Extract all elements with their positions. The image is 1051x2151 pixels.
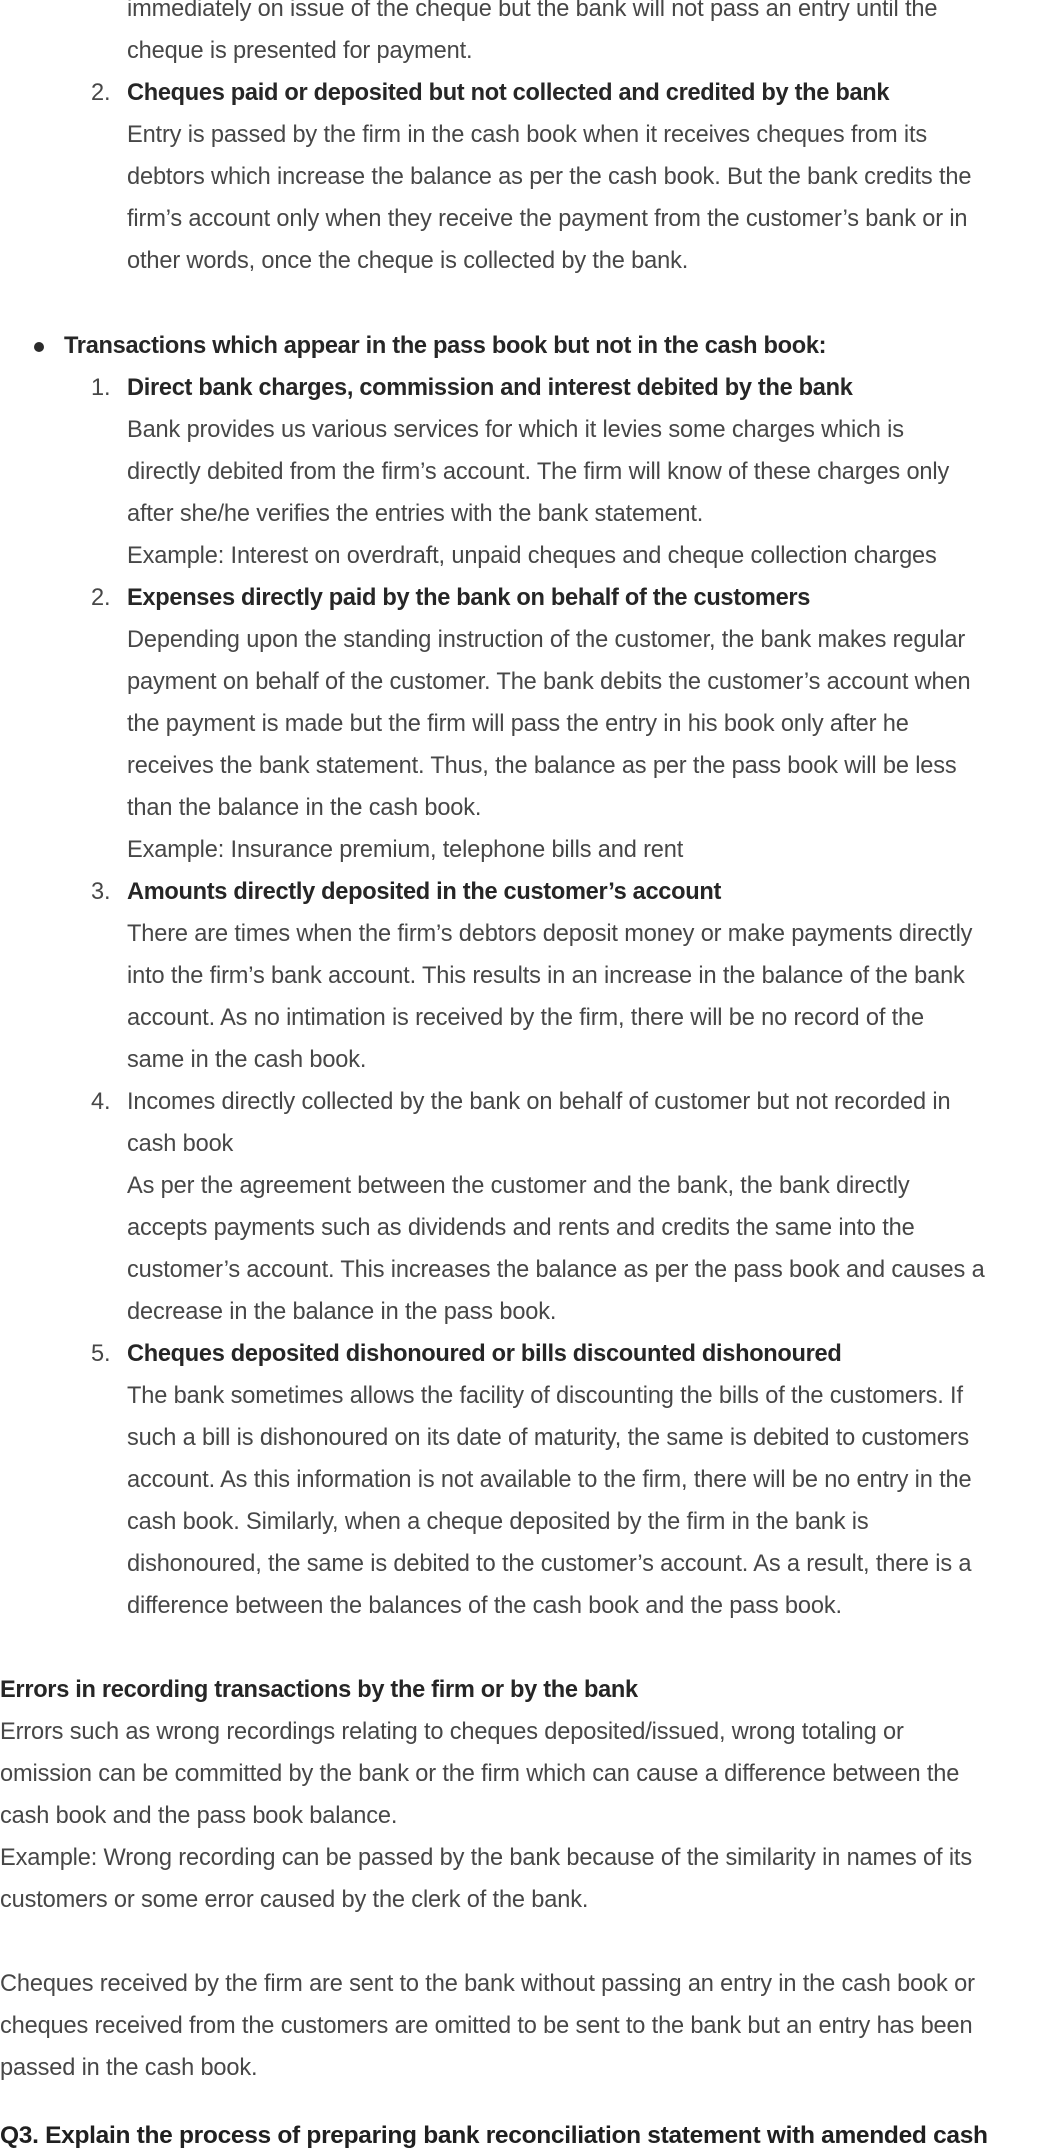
list-item-desc-line: Incomes directly collected by the bank on behalf of customer but not recorded in (127, 1089, 951, 1115)
list-item-desc-line: dishonoured, the same is debited to the customer’s account. As a result, there is a (127, 1551, 972, 1577)
list-item-desc-line: after she/he verifies the entries with the bank statement. (127, 501, 704, 527)
list-item-number: 1. (91, 375, 111, 401)
bullet-icon (34, 342, 44, 352)
list-item-number: 3. (91, 879, 111, 905)
list-item-desc-line: debtors which increase the balance as per the cash book. But the bank credits the (127, 164, 972, 190)
list-item-desc-line: Example: Interest on overdraft, unpaid cheques and cheque collection charges (127, 543, 937, 569)
list-item-desc-line: receives the bank statement. Thus, the balance as per the pass book will be less (127, 753, 957, 779)
list-item-desc-line: The bank sometimes allows the facility of discounting the bills of the customers. If (127, 1383, 963, 1409)
list-item-number: 5. (91, 1341, 111, 1367)
list-item-desc-line: difference between the balances of the cash book and the pass book. (127, 1593, 842, 1619)
list-item-desc-line: account. As no intimation is received by the firm, there will be no record of the (127, 1005, 924, 1031)
list-item-desc-line: than the balance in the cash book. (127, 795, 482, 821)
list-item-desc-line: directly debited from the firm’s account. The firm will know of these charges only (127, 459, 950, 485)
list-item-desc-line: Depending upon the standing instruction of the customer, the bank makes regular (127, 627, 966, 653)
list-item-desc-line: decrease in the balance in the pass book. (127, 1299, 557, 1325)
intro-desc-line: immediately on issue of the cheque but the bank will not pass an entry until the (127, 0, 938, 22)
list-item-title: Expenses directly paid by the bank on behalf of the customers (127, 585, 811, 611)
list-item-title: Cheques deposited dishonoured or bills discounted dishonoured (127, 1341, 842, 1367)
list-item-desc-line: Entry is passed by the firm in the cash book when it receives cheques from its (127, 122, 928, 148)
errors-para-line: cheques received from the customers are omitted to be sent to the bank but an entry has been (0, 2013, 973, 2039)
list-item-desc-line: As per the agreement between the customer and the bank, the bank directly (127, 1173, 910, 1199)
list-item-desc-line: cash book (127, 1131, 234, 1157)
list-item-desc-line: payment on behalf of the customer. The bank debits the customer’s account when (127, 669, 971, 695)
errors-para-line: omission can be committed by the bank or the firm which can cause a difference between the (0, 1761, 960, 1787)
errors-para-line: cash book and the pass book balance. (0, 1803, 398, 1829)
errors-para-line: Errors such as wrong recordings relating to cheques deposited/issued, wrong totaling or (0, 1719, 904, 1745)
list-item-desc-line: There are times when the firm’s debtors deposit money or make payments directly (127, 921, 973, 947)
list-item-title: Amounts directly deposited in the customer’s account (127, 879, 722, 905)
list-item-desc-line: such a bill is dishonoured on its date of maturity, the same is debited to customers (127, 1425, 970, 1451)
list-item-title: Direct bank charges, commission and interest debited by the bank (127, 375, 853, 401)
list-item-desc-line: firm’s account only when they receive the payment from the customer’s bank or in (127, 206, 968, 232)
intro-desc-line: cheque is presented for payment. (127, 38, 473, 64)
list-item-number: 2. (91, 80, 111, 106)
list-item-desc-line: other words, once the cheque is collected by the bank. (127, 248, 689, 274)
list-item-desc-line: Example: Insurance premium, telephone bills and rent (127, 837, 684, 863)
errors-para-line: Cheques received by the firm are sent to the bank without passing an entry in the cash book or (0, 1971, 975, 1997)
question-heading: Q3. Explain the process of preparing bank reconciliation statement with amended cash (0, 2122, 988, 2149)
list-item-desc-line: Bank provides us various services for which it levies some charges which is (127, 417, 904, 443)
list-item-number: 4. (91, 1089, 111, 1115)
errors-heading: Errors in recording transactions by the firm or by the bank (0, 1677, 638, 1703)
list-item-desc-line: accepts payments such as dividends and rents and credits the same into the (127, 1215, 915, 1241)
list-item-desc-line: the payment is made but the firm will pass the entry in his book only after he (127, 711, 909, 737)
list-item-desc-line: into the firm’s bank account. This results in an increase in the balance of the bank (127, 963, 965, 989)
list-item-desc-line: customer’s account. This increases the balance as per the pass book and causes a (127, 1257, 985, 1283)
errors-para-line: Example: Wrong recording can be passed by the bank because of the similarity in names of its (0, 1845, 972, 1871)
list-item-desc-line: same in the cash book. (127, 1047, 367, 1073)
list-item-desc-line: account. As this information is not available to the firm, there will be no entry in the (127, 1467, 972, 1493)
section-title: Transactions which appear in the pass book but not in the cash book: (64, 333, 827, 359)
list-item-number: 2. (91, 585, 111, 611)
errors-para-line: customers or some error caused by the clerk of the bank. (0, 1887, 589, 1913)
errors-para-line: passed in the cash book. (0, 2055, 258, 2081)
list-item-desc-line: cash book. Similarly, when a cheque deposited by the firm in the bank is (127, 1509, 869, 1535)
list-item-title: Cheques paid or deposited but not collected and credited by the bank (127, 80, 890, 106)
